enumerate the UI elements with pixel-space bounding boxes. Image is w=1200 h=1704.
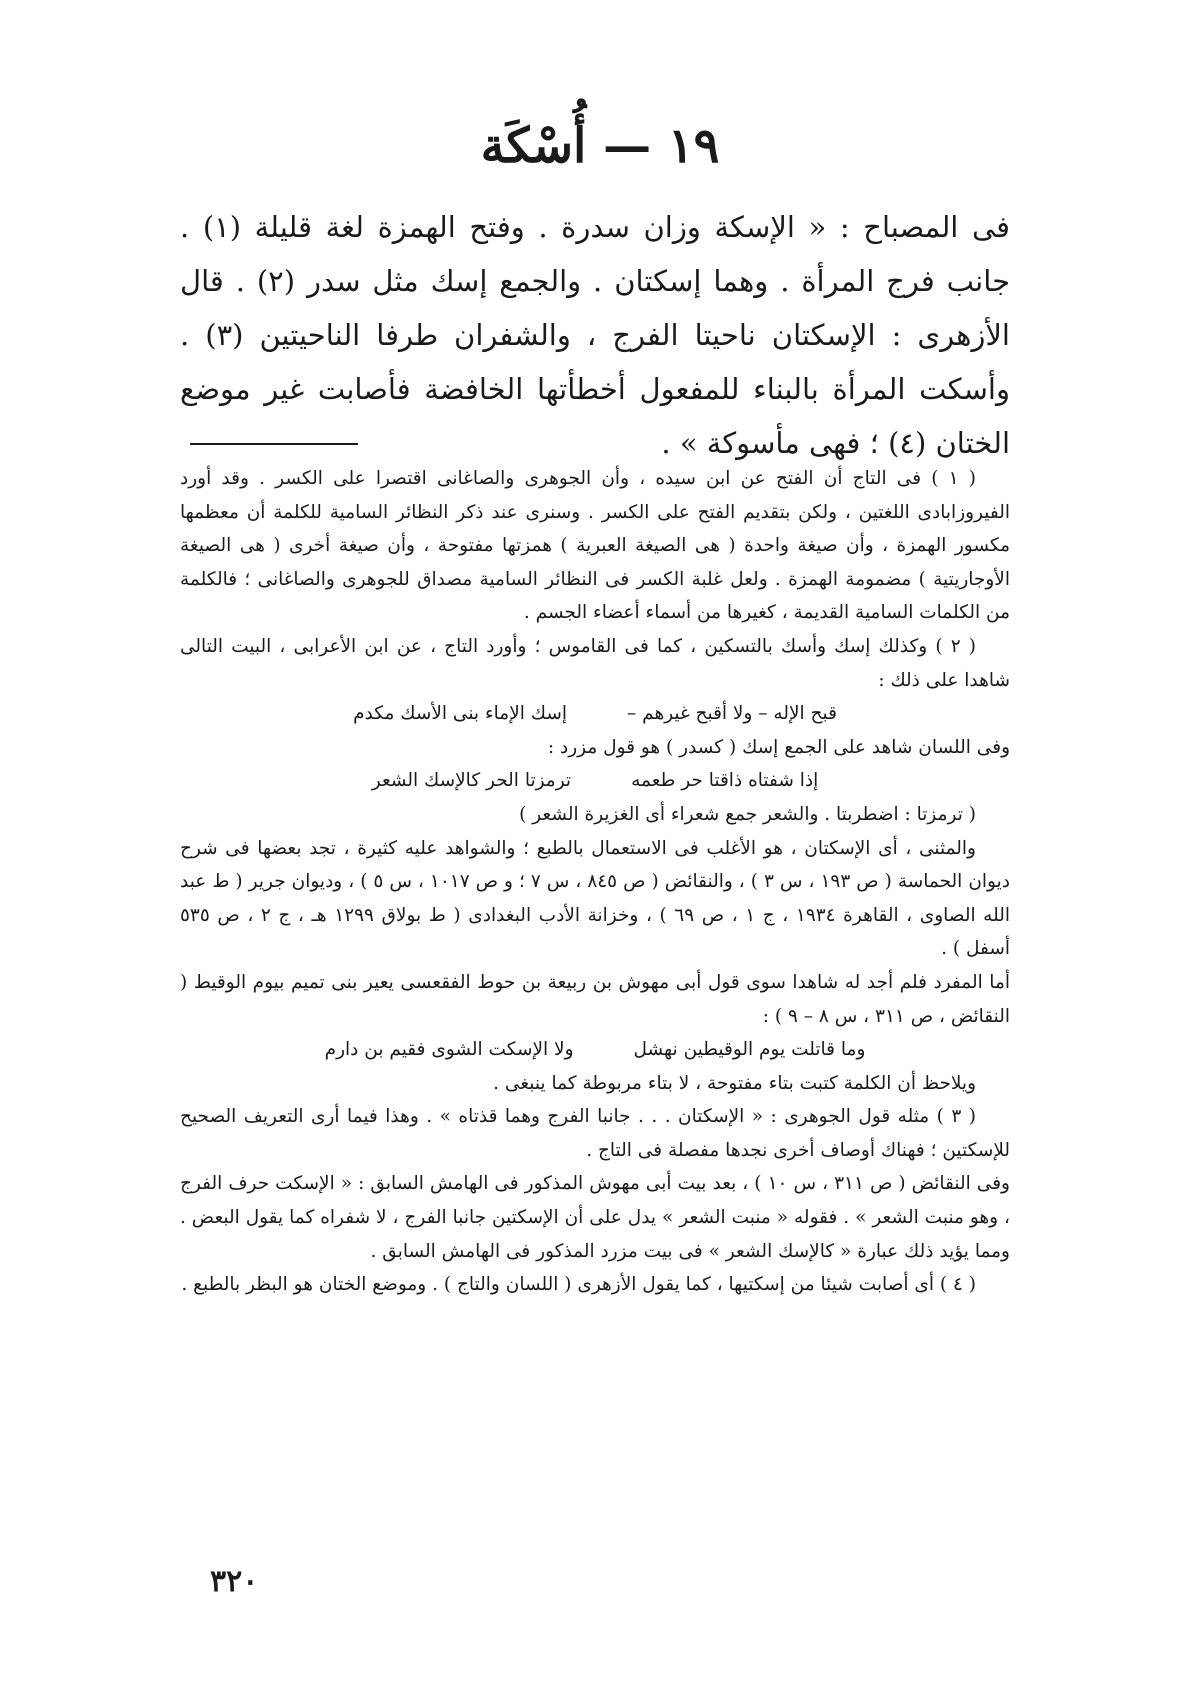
verse-2 [180,764,1010,798]
footnote-2-singular: أما المفرد فلم أجد له شاهدا سوى قول أبى مهوش بن ربيعة بن حوط الفقعسى يعير بنى تميم بيوم الوقيط ( النقائض ، ص ٣١١ ، س ٨ – ٩ ) : [180,971,1010,1027]
main-paragraph: فى المصباح : « الإسكة وزان سدرة . وفتح الهمزة لغة قليلة (١) . جانب فرج المرأة . وهما إسكتان . والجمع إسك مثل سدر (٢) . قال الأزهرى : الإسكتان ناحيتا الفرج ، والشفران طرفا الناحيتين (٣) . وأسكت المرأة بالبناء للمفعول أخطأتها الخافضة فأصابت غير موضع الختان (٤) ؛ فهى مأسوكة » . [180,210,1010,460]
verse-3-first-hemistich: وما قاتلت يوم الوقيطين نهشل [633,1039,866,1061]
footnote-3: ( ٣ ) مثله قول الجوهرى : « الإسكتان . . . جانبا الفرج وهما قذتاه » . وهذا فيما أرى التعريف الصحيح للإسكتين ؛ فهناك أوصاف أخرى نجدها مفصلة فى التاج . [180,1106,1010,1161]
entry-dash: — [603,118,652,174]
verse-3 [180,1033,1010,1067]
entry-number: ١٩ [667,118,720,174]
page-number: ٣٢٠ [210,1564,259,1599]
verse-1 [180,697,1010,731]
footnote-3-naqaid: وفى النقائض ( ص ٣١١ ، س ١٠ ) ، بعد بيت أبى مهوش المذكور فى الهامش السابق : « الإسكت حرف الفرج ، وهو منبت الشعر » . فقوله « منبت الشعر » يدل على أن الإسكتين جانبا الفرج ، لا شفراه كما يقول البعض . ومما يؤيد ذلك عبارة « كالإسك الشعر » فى بيت مزرد المذكور فى الهامش السابق . [180,1173,1010,1262]
footnote-2-intro: ( ٢ ) وكذلك إسك وأسك بالتسكين ، كما فى القاموس ؛ وأورد التاج ، عن ابن الأعرابى ، البيت التالى شاهدا على ذلك : [180,635,1010,691]
main-entry-text [180,200,1010,470]
footnote-2-dual: والمثنى ، أى الإسكتان ، هو الأغلب فى الاستعمال بالطبع ؛ والشواهد عليه كثيرة ، تجد بعضها فى شرح ديوان الحماسة ( ص ١٩٣ ، س ٣ ) ، والنقائض ( ص ٨٤٥ ، س ٧ ؛ و ص ١٠١٧ ، س ٥ ) ، وديوان جرير ( ط عبد الله الصاوى ، القاهرة ١٩٣٤ ، ج ١ ، ص ٦٩ ) ، وخزانة الأدب البغدادى ( ط بولاق ١٢٩٩ هـ ، ج ٢ ، ص ٥٣٥ أسفل ) . [180,837,1010,960]
verse-2-second-hemistich: ترمزتا الحر كالإسك الشعر [371,770,572,792]
entry-headword: أُسْكَة [480,118,587,174]
footnote-1: ( ١ ) فى التاج أن الفتح عن ابن سيده ، وأن الجوهرى والصاغانى اقتصرا على الكسر . وقد أورد الفيروزابادى اللغتين ، ولكن بتقديم الفتح على الكسر . وسنرى عند ذكر النظائر السامية للكلمة أن معظمها مكسور الهمزة ، وأن صيغة واحدة ( هى الصيغة العبرية ) همزتها مفتوحة ، وأن صيغة أخرى ( هى الصيغة الأوجاريتية ) مضمومة الهمزة . ولعل غلبة الكسر فى النظائر السامية مصداق للجوهرى والصاغانى ؛ فالكلمة من الكلمات السامية القديمة ، كغيرها من أسماء أعضاء الجسم . [180,468,1010,624]
footnote-divider [190,443,358,445]
entry-title [0,118,1200,176]
footnote-4: ( ٤ ) أى أصابت شيئا من إسكتيها ، كما يقول الأزهرى ( اللسان والتاج ) . وموضع الختان هو البظر بالطبع . [181,1274,976,1296]
footnote-2-lisan: وفى اللسان شاهد على الجمع إسك ( كسدر ) هو قول مزرد : [547,736,1010,758]
verse-1-first-hemistich: قبح الإله – ولا أقبح غيرهم – [627,703,837,725]
footnote-2-note: ويلاحظ أن الكلمة كتبت بتاء مفتوحة ، لا بتاء مربوطة كما ينبغى . [493,1072,976,1094]
verse-2-first-hemistich: إذا شفتاه ذاقتا حر طعمه [631,770,819,792]
verse-1-second-hemistich: إسك الإماء بنى الأسك مكدم [353,703,567,725]
footnote-2-gloss: ( ترمزتا : اضطربتا . والشعر جمع شعراء أى الغزيرة الشعر ) [519,803,976,825]
verse-3-second-hemistich: ولا الإسكت الشوى فقيم بن دارم [324,1039,574,1061]
footnotes [180,462,1010,1302]
